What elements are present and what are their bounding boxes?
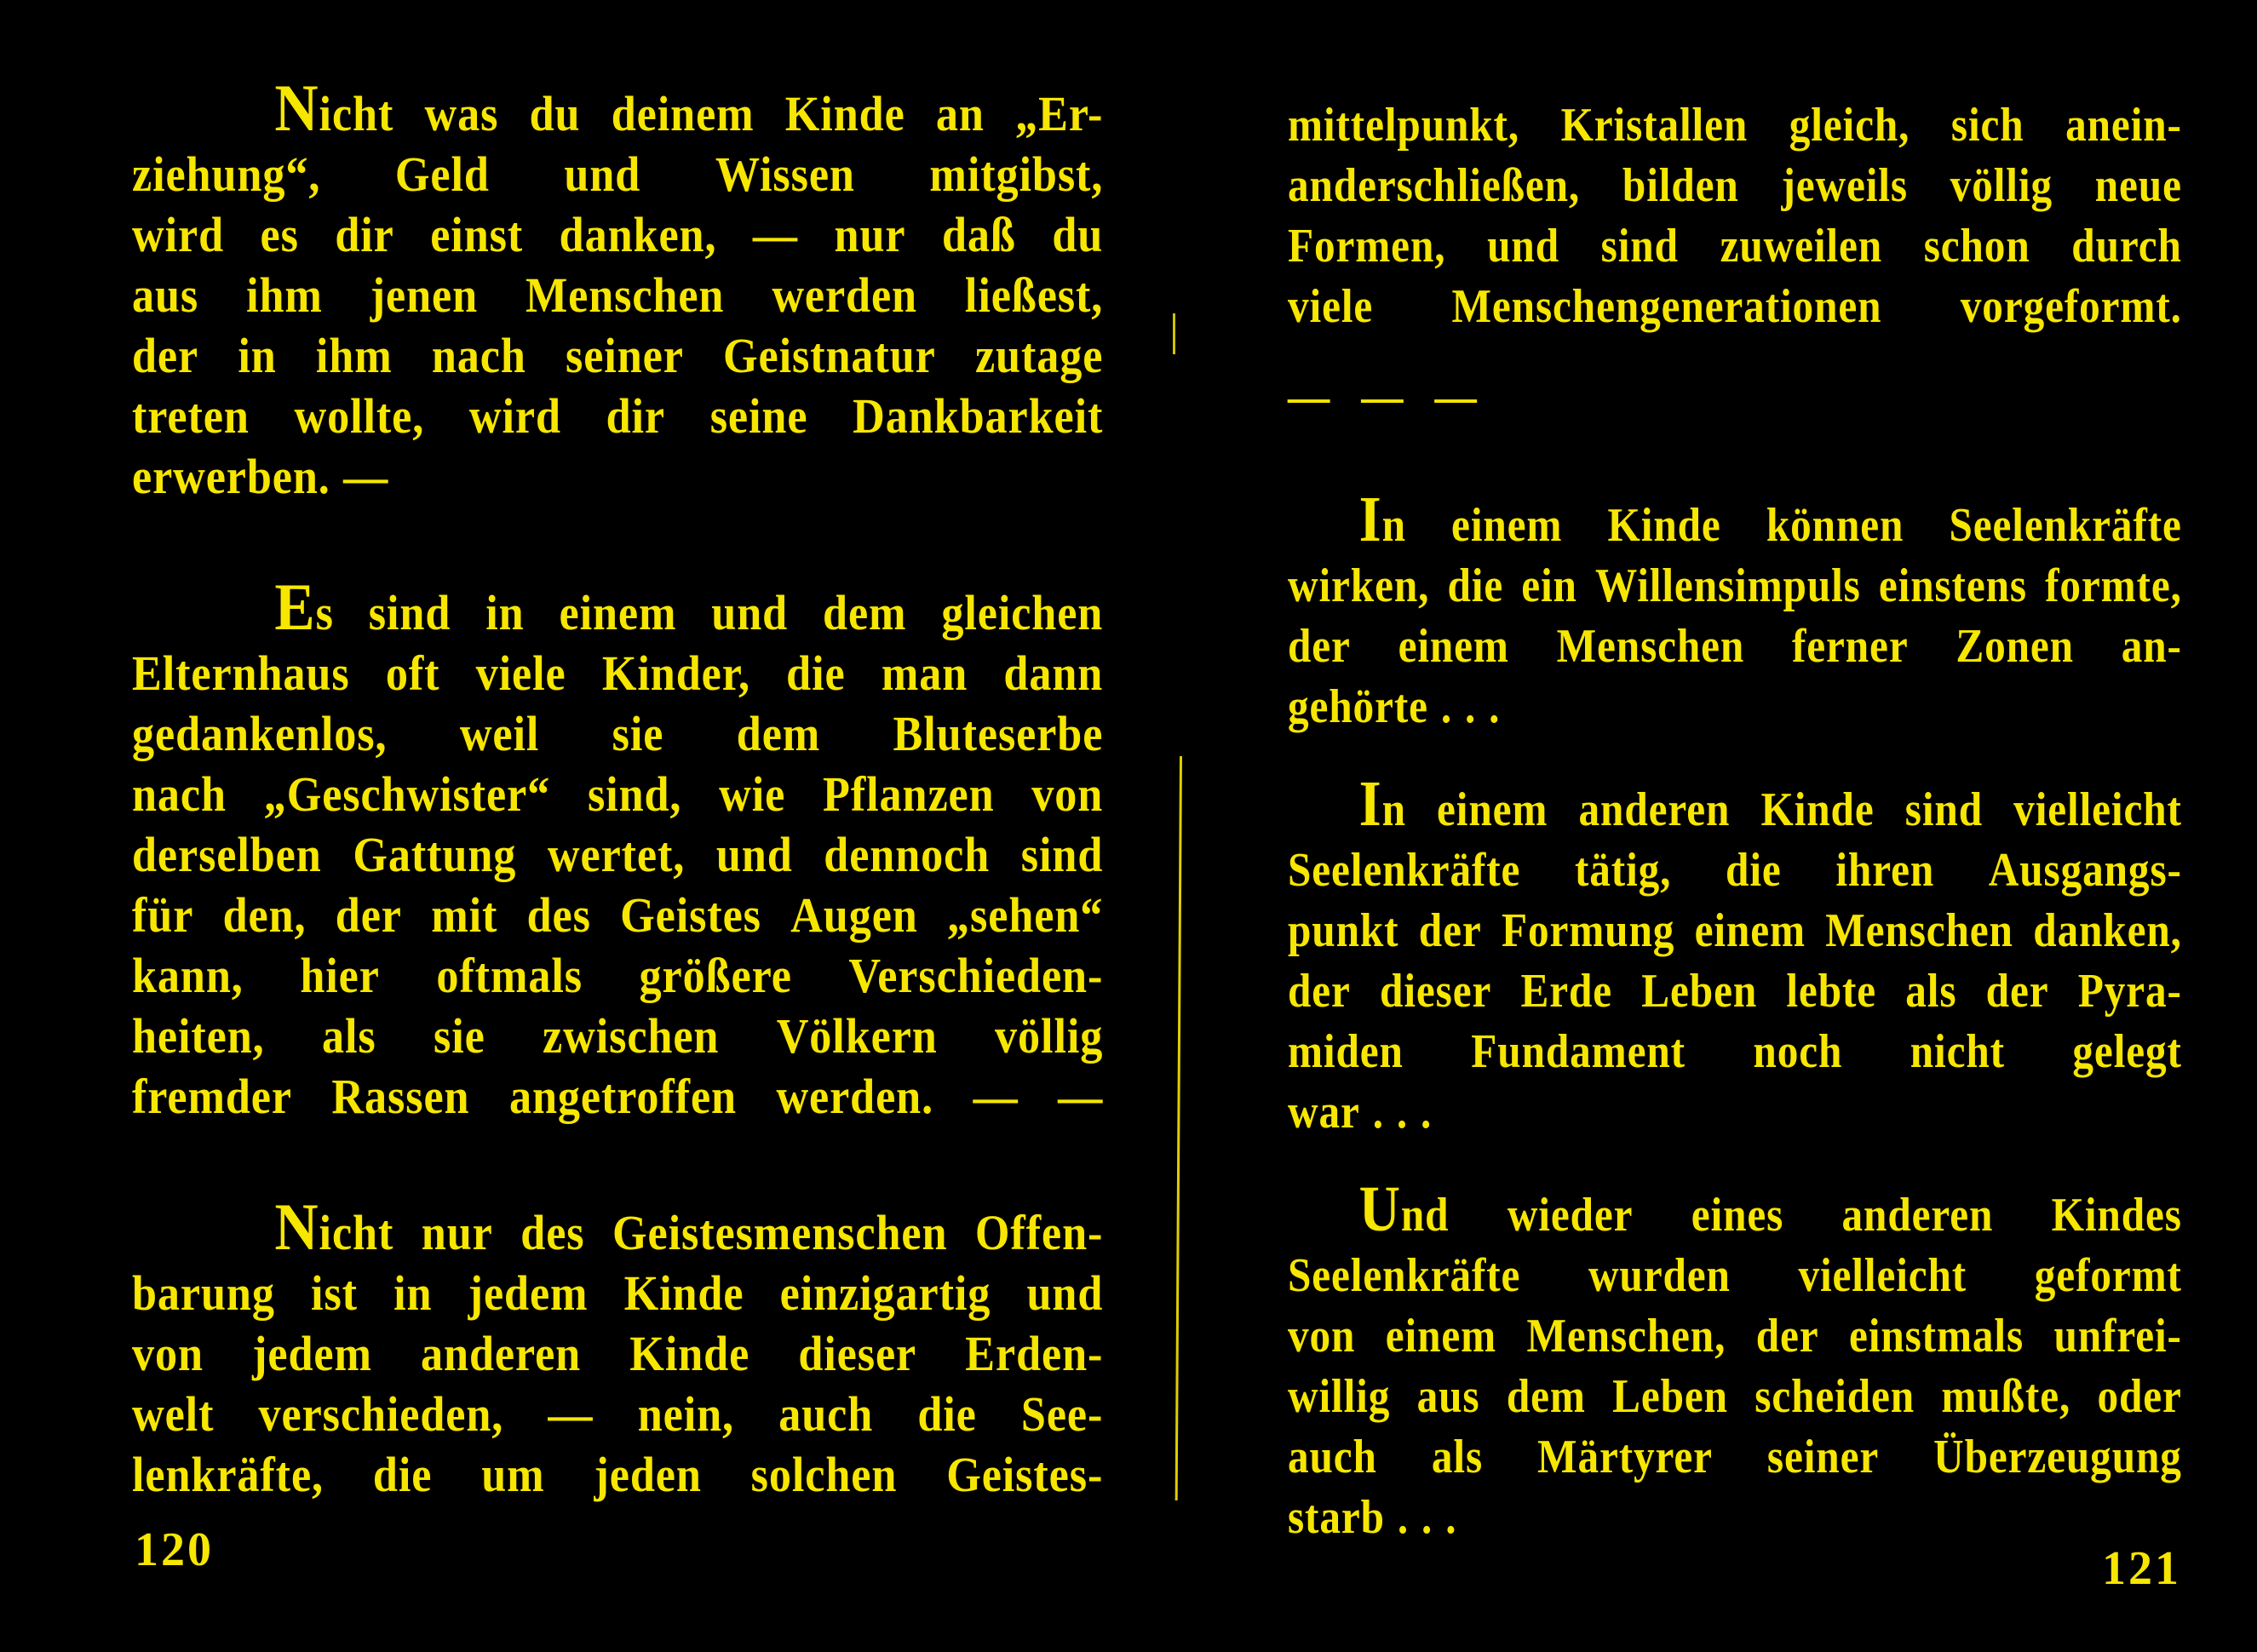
word: seine: [709, 388, 808, 444]
word: die: [1447, 559, 1504, 612]
text-line: [132, 764, 1103, 824]
word: als: [1431, 1431, 1484, 1483]
word: .: [1397, 1491, 1410, 1544]
word: von: [1031, 766, 1104, 822]
word: einem: [1385, 1310, 1497, 1362]
word: Dankbarkeit: [853, 388, 1104, 444]
word: Seelenkräfte: [1288, 1249, 1521, 1302]
word: —: [973, 1069, 1019, 1124]
word: formte,: [2045, 559, 2182, 612]
word: In: [1358, 484, 1406, 555]
word: solchen: [750, 1447, 898, 1502]
word: weil: [459, 706, 540, 761]
word: nach: [132, 766, 227, 822]
word: ziehung“,: [132, 146, 321, 202]
word: tätig,: [1574, 844, 1672, 897]
word: mußte,: [1941, 1370, 2071, 1423]
word: Kindes: [2051, 1189, 2182, 1242]
word: wieder: [1507, 1189, 1634, 1242]
word: Menschen: [1556, 620, 1745, 673]
word: Menschen: [525, 267, 725, 323]
word: und: [1487, 220, 1559, 272]
word: mittelpunkt,: [1288, 99, 1520, 152]
word: Zonen: [1955, 620, 2074, 673]
word: zutage: [974, 328, 1104, 383]
word: sich: [1950, 99, 2024, 152]
word: man: [881, 645, 968, 701]
word: dieser: [1380, 965, 1492, 1018]
paragraph: [1288, 95, 2182, 337]
word: Kinde: [1760, 783, 1875, 836]
word: die: [786, 645, 846, 701]
word: um: [481, 1447, 545, 1502]
word: ihm: [315, 328, 393, 383]
text-line: [132, 1263, 1103, 1323]
word: jeden: [594, 1447, 702, 1502]
text-line: [132, 325, 1103, 386]
word: in: [238, 328, 277, 383]
word: die: [1726, 844, 1782, 897]
word: auch: [1288, 1431, 1377, 1483]
word: können: [1766, 499, 1904, 552]
word: nur: [421, 1205, 493, 1260]
word: willig: [1288, 1370, 1391, 1423]
text-line: [1288, 1246, 2182, 1306]
word: Bluteserbe: [893, 706, 1104, 761]
word: und: [715, 827, 793, 882]
word: sind,: [587, 766, 682, 822]
word: sind: [1020, 827, 1104, 882]
text-line: [132, 945, 1103, 1006]
word: völlig: [995, 1008, 1104, 1064]
word: Gattung: [353, 827, 517, 882]
word: ihm: [246, 267, 323, 323]
text-line: [1288, 617, 2182, 677]
initial-capital: N: [274, 1190, 319, 1265]
word: gedankenlos,: [132, 706, 388, 761]
word: Kinde: [623, 1265, 744, 1321]
word: .: [1489, 680, 1501, 733]
word: Kristallen: [1560, 99, 1749, 152]
word: der: [1985, 965, 2049, 1018]
word: miden: [1288, 1025, 1404, 1078]
text-line: [1288, 961, 2182, 1022]
word: mitgibst,: [929, 146, 1104, 202]
word: gehörte: [1288, 680, 1428, 733]
page-right-text: [1288, 95, 2182, 1548]
word: du: [529, 86, 581, 141]
paragraph: [132, 1190, 1104, 1505]
word: .: [1372, 1086, 1384, 1139]
word: jeweils: [1781, 159, 1908, 212]
word: Geistesmenschen: [612, 1205, 948, 1260]
word: Kinde: [629, 1326, 750, 1381]
word: wurden: [1588, 1249, 1731, 1302]
text-line: [132, 446, 1103, 507]
word: aus: [132, 267, 199, 323]
text-line: [1288, 277, 2182, 337]
word: See-: [1020, 1386, 1104, 1442]
word: ihren: [1835, 844, 1935, 897]
word: Geistes-: [946, 1447, 1104, 1502]
page-left-text: [132, 72, 1104, 1505]
word: in: [485, 585, 525, 640]
word: des: [520, 1205, 585, 1260]
word: durch: [2071, 220, 2182, 272]
word: „sehen“: [947, 887, 1104, 943]
word: Nicht: [274, 1190, 394, 1265]
word: „Geschwister“: [263, 766, 551, 822]
word: unfrei-: [2053, 1310, 2182, 1362]
text-line: [132, 703, 1103, 764]
word: Erde: [1520, 965, 1613, 1018]
page-right: [1288, 95, 2182, 1548]
word: gleich,: [1789, 99, 1910, 152]
word: viele: [1288, 280, 1374, 333]
word: größere: [639, 948, 792, 1003]
word: anderen: [1841, 1189, 1994, 1242]
gutter-fold-line: [1175, 756, 1182, 1500]
page-number-right: 121: [2102, 1542, 2181, 1595]
text-line: [132, 1323, 1103, 1384]
initial-capital: I: [1358, 768, 1382, 840]
text-line: [132, 265, 1103, 325]
text-line: [1288, 1173, 2182, 1246]
word: sie: [612, 706, 664, 761]
word: neue: [2094, 159, 2182, 212]
word: seiner: [1766, 1431, 1880, 1483]
word: anderschließen,: [1288, 159, 1581, 212]
word: .: [1464, 680, 1477, 733]
word: dir: [606, 388, 666, 444]
word: Menschengenerationen: [1451, 280, 1882, 333]
word: und: [1026, 1265, 1104, 1321]
word: Pflanzen: [823, 766, 995, 822]
word: Menschen,: [1526, 1310, 1726, 1362]
word: Märtyrer: [1537, 1431, 1713, 1483]
word: Wissen: [715, 146, 855, 202]
word: Pyra-: [2077, 965, 2182, 1018]
text-line: [1288, 95, 2182, 156]
text-line: [132, 824, 1103, 885]
word: kann,: [132, 948, 244, 1003]
word: und: [711, 585, 789, 640]
word: Formen,: [1288, 220, 1446, 272]
word: .: [1421, 1491, 1433, 1544]
word: nach: [431, 328, 526, 383]
word: der: [1288, 620, 1351, 673]
text-line: [1288, 840, 2182, 901]
word: einem: [1437, 783, 1548, 836]
word: verschieden,: [258, 1386, 504, 1442]
word: werden.: [776, 1069, 934, 1124]
word: deinem: [611, 86, 755, 141]
word: jenen: [370, 267, 479, 323]
word: sind: [368, 585, 451, 640]
word: punkt: [1288, 904, 1399, 957]
word: viele: [475, 645, 566, 701]
word: dir: [335, 207, 394, 262]
word: auch: [778, 1386, 874, 1442]
word: Geistnatur: [723, 328, 936, 383]
paragraph: [1288, 1173, 2182, 1548]
word: Und: [1358, 1173, 1450, 1245]
text-line: [1288, 556, 2182, 617]
word: der: [335, 887, 402, 943]
word: Völkern: [776, 1008, 938, 1064]
word: anein-: [2065, 99, 2182, 152]
word: noch: [1753, 1025, 1843, 1078]
word: welt: [132, 1386, 215, 1442]
word: vielleicht: [2013, 783, 2182, 836]
word: jedem: [252, 1326, 372, 1381]
text-line: [132, 72, 1104, 146]
word: In: [1358, 768, 1406, 840]
text-line: [132, 386, 1103, 446]
gutter-fold-line-top: [1173, 313, 1175, 354]
initial-capital: N: [274, 72, 319, 146]
text-line: [1288, 1306, 2182, 1367]
word: Willensimpuls: [1594, 559, 1861, 612]
word: fremder: [132, 1069, 292, 1124]
word: Leben: [1641, 965, 1758, 1018]
word: und: [564, 146, 641, 202]
word: als: [1905, 965, 1957, 1018]
word: völlig: [1950, 159, 2053, 212]
text-line: [132, 571, 1104, 645]
word: zwischen: [543, 1008, 720, 1064]
word: hier: [300, 948, 380, 1003]
word: schon: [1923, 220, 2030, 272]
word: anderen: [1578, 783, 1731, 836]
word: des: [526, 887, 591, 943]
text-line: [1288, 901, 2182, 961]
word: aus: [1416, 1370, 1480, 1423]
word: Überzeugung: [1933, 1431, 2182, 1483]
word: einem: [559, 585, 677, 640]
text-line: [1288, 1427, 2182, 1488]
word: Elternhaus: [132, 645, 350, 701]
word: —: [343, 449, 389, 504]
word: der: [1418, 904, 1482, 957]
text-line: [1288, 1488, 2182, 1548]
word: Es: [274, 571, 334, 645]
page-number-left: 120: [135, 1523, 214, 1576]
word: von: [132, 1326, 204, 1381]
word: von: [1288, 1310, 1356, 1362]
word: oftmals: [436, 948, 583, 1003]
word: du: [1052, 207, 1104, 262]
word: Rassen: [331, 1069, 470, 1124]
text-line: [132, 1190, 1104, 1265]
word: .: [1421, 1086, 1433, 1139]
word: .: [1440, 680, 1453, 733]
word: sie: [433, 1008, 485, 1064]
word: einem: [1398, 620, 1509, 673]
word: erwerben.: [132, 449, 330, 504]
word: gleichen: [941, 585, 1104, 640]
word: der: [1755, 1310, 1819, 1362]
text-line: [1288, 484, 2182, 556]
word: sind: [1904, 783, 1983, 836]
word: Menschen: [1825, 904, 2013, 957]
word: Seelenkräfte: [1949, 499, 2182, 552]
word: ließest,: [964, 267, 1104, 323]
word: Ausgangs-: [1988, 844, 2182, 897]
word: lenkräfte,: [132, 1447, 324, 1502]
word: der: [132, 328, 199, 383]
word: vorgeformt.: [1960, 280, 2182, 333]
text-line: [1288, 677, 2182, 737]
text-line: [132, 144, 1103, 204]
word: wirken,: [1288, 559, 1430, 612]
word: ein: [1521, 559, 1577, 612]
initial-capital: E: [274, 571, 316, 645]
word: die: [372, 1447, 433, 1502]
word: dennoch: [824, 827, 991, 882]
word: Formung: [1501, 904, 1675, 957]
word: barung: [132, 1265, 275, 1321]
word: geformt: [2034, 1249, 2182, 1302]
word: vielleicht: [1798, 1249, 1967, 1302]
word: einstens: [1878, 559, 2027, 612]
word: in: [393, 1265, 433, 1321]
word: lebte: [1786, 965, 1877, 1018]
word: Verschieden-: [848, 948, 1104, 1003]
word: angetroffen: [508, 1069, 737, 1124]
word: dem: [823, 585, 907, 640]
word: dem: [1506, 1370, 1586, 1423]
word: wie: [719, 766, 786, 822]
word: derselben: [132, 827, 322, 882]
initial-capital: U: [1358, 1173, 1401, 1245]
word: Seelenkräfte: [1288, 844, 1521, 897]
word: .: [1396, 1086, 1409, 1139]
word: was: [424, 86, 499, 141]
word: war: [1288, 1086, 1360, 1139]
word: ist: [311, 1265, 358, 1321]
word: Geld: [394, 146, 490, 202]
word: einem: [1451, 499, 1563, 552]
word: Geistes: [620, 887, 761, 943]
word: den,: [222, 887, 307, 943]
word: jedem: [468, 1265, 589, 1321]
word: mit: [431, 887, 498, 943]
word: einzigartig: [779, 1265, 991, 1321]
word: seiner: [566, 328, 684, 383]
word: nicht: [1910, 1025, 2005, 1078]
word: der: [1288, 965, 1351, 1018]
word: eines: [1691, 1189, 1784, 1242]
word: treten: [132, 388, 250, 444]
word: heiten,: [132, 1008, 265, 1064]
text-line: [1288, 1082, 2182, 1143]
word: werden: [772, 267, 917, 323]
word: starb: [1288, 1491, 1385, 1544]
word: nur: [834, 207, 906, 262]
word: Kinde: [1607, 499, 1721, 552]
word: an-: [2121, 620, 2182, 673]
word: an: [935, 86, 985, 141]
word: bilden: [1622, 159, 1739, 212]
page-left: [132, 72, 1104, 1505]
word: zuweilen: [1720, 220, 1883, 272]
word: wertet,: [547, 827, 686, 882]
paragraph: [1288, 484, 2182, 737]
word: Offen-: [974, 1205, 1104, 1260]
word: es: [260, 207, 299, 262]
word: —: [752, 207, 799, 262]
word: wird: [468, 388, 561, 444]
word: für: [132, 887, 194, 943]
word: einstmals: [1848, 1310, 2024, 1362]
text-line: [132, 1006, 1103, 1066]
text-line: [132, 204, 1103, 265]
text-line: [132, 1444, 1103, 1505]
word: anderen: [421, 1326, 582, 1381]
word: danken,: [2033, 904, 2182, 957]
word: oft: [385, 645, 440, 701]
text-line: [1288, 216, 2182, 277]
word: ferner: [1791, 620, 1909, 673]
word: einem: [1694, 904, 1806, 957]
word: scheiden: [1754, 1370, 1915, 1423]
text-line: [132, 1384, 1103, 1444]
word: einst: [430, 207, 524, 262]
word: Kinde: [784, 86, 905, 141]
word: daß: [941, 207, 1016, 262]
word: Fundament: [1471, 1025, 1686, 1078]
text-line: [132, 643, 1103, 703]
initial-capital: I: [1358, 484, 1382, 555]
text-line: [1288, 1367, 2182, 1427]
word: als: [322, 1008, 376, 1064]
text-line: [1288, 156, 2182, 216]
word: wollte,: [294, 388, 425, 444]
word: Nicht: [274, 72, 394, 146]
word: gelegt: [2072, 1025, 2182, 1078]
word: wird: [132, 207, 224, 262]
text-line: [132, 1066, 1103, 1127]
word: dieser: [798, 1326, 917, 1381]
word: Augen: [790, 887, 918, 943]
word: —: [1058, 1069, 1104, 1124]
word: nein,: [637, 1386, 735, 1442]
paragraph: [1288, 768, 2182, 1143]
word: Erden-: [965, 1326, 1104, 1381]
word: „Er-: [1015, 86, 1104, 141]
word: Leben: [1612, 1370, 1728, 1423]
word: —: [548, 1386, 594, 1442]
word: die: [917, 1386, 977, 1442]
text-line: [1288, 768, 2182, 840]
word: Kinder,: [601, 645, 750, 701]
paragraph: [132, 72, 1104, 507]
word: sind: [1600, 220, 1679, 272]
text-line: [1288, 1022, 2182, 1082]
paragraph: [132, 571, 1104, 1127]
word: oder: [2097, 1370, 2182, 1423]
word: dann: [1003, 645, 1104, 701]
word: danken,: [559, 207, 717, 262]
section-divider: — — —: [1288, 370, 1478, 423]
word: .: [1445, 1491, 1457, 1544]
text-line: [132, 885, 1103, 945]
word: dem: [736, 706, 821, 761]
